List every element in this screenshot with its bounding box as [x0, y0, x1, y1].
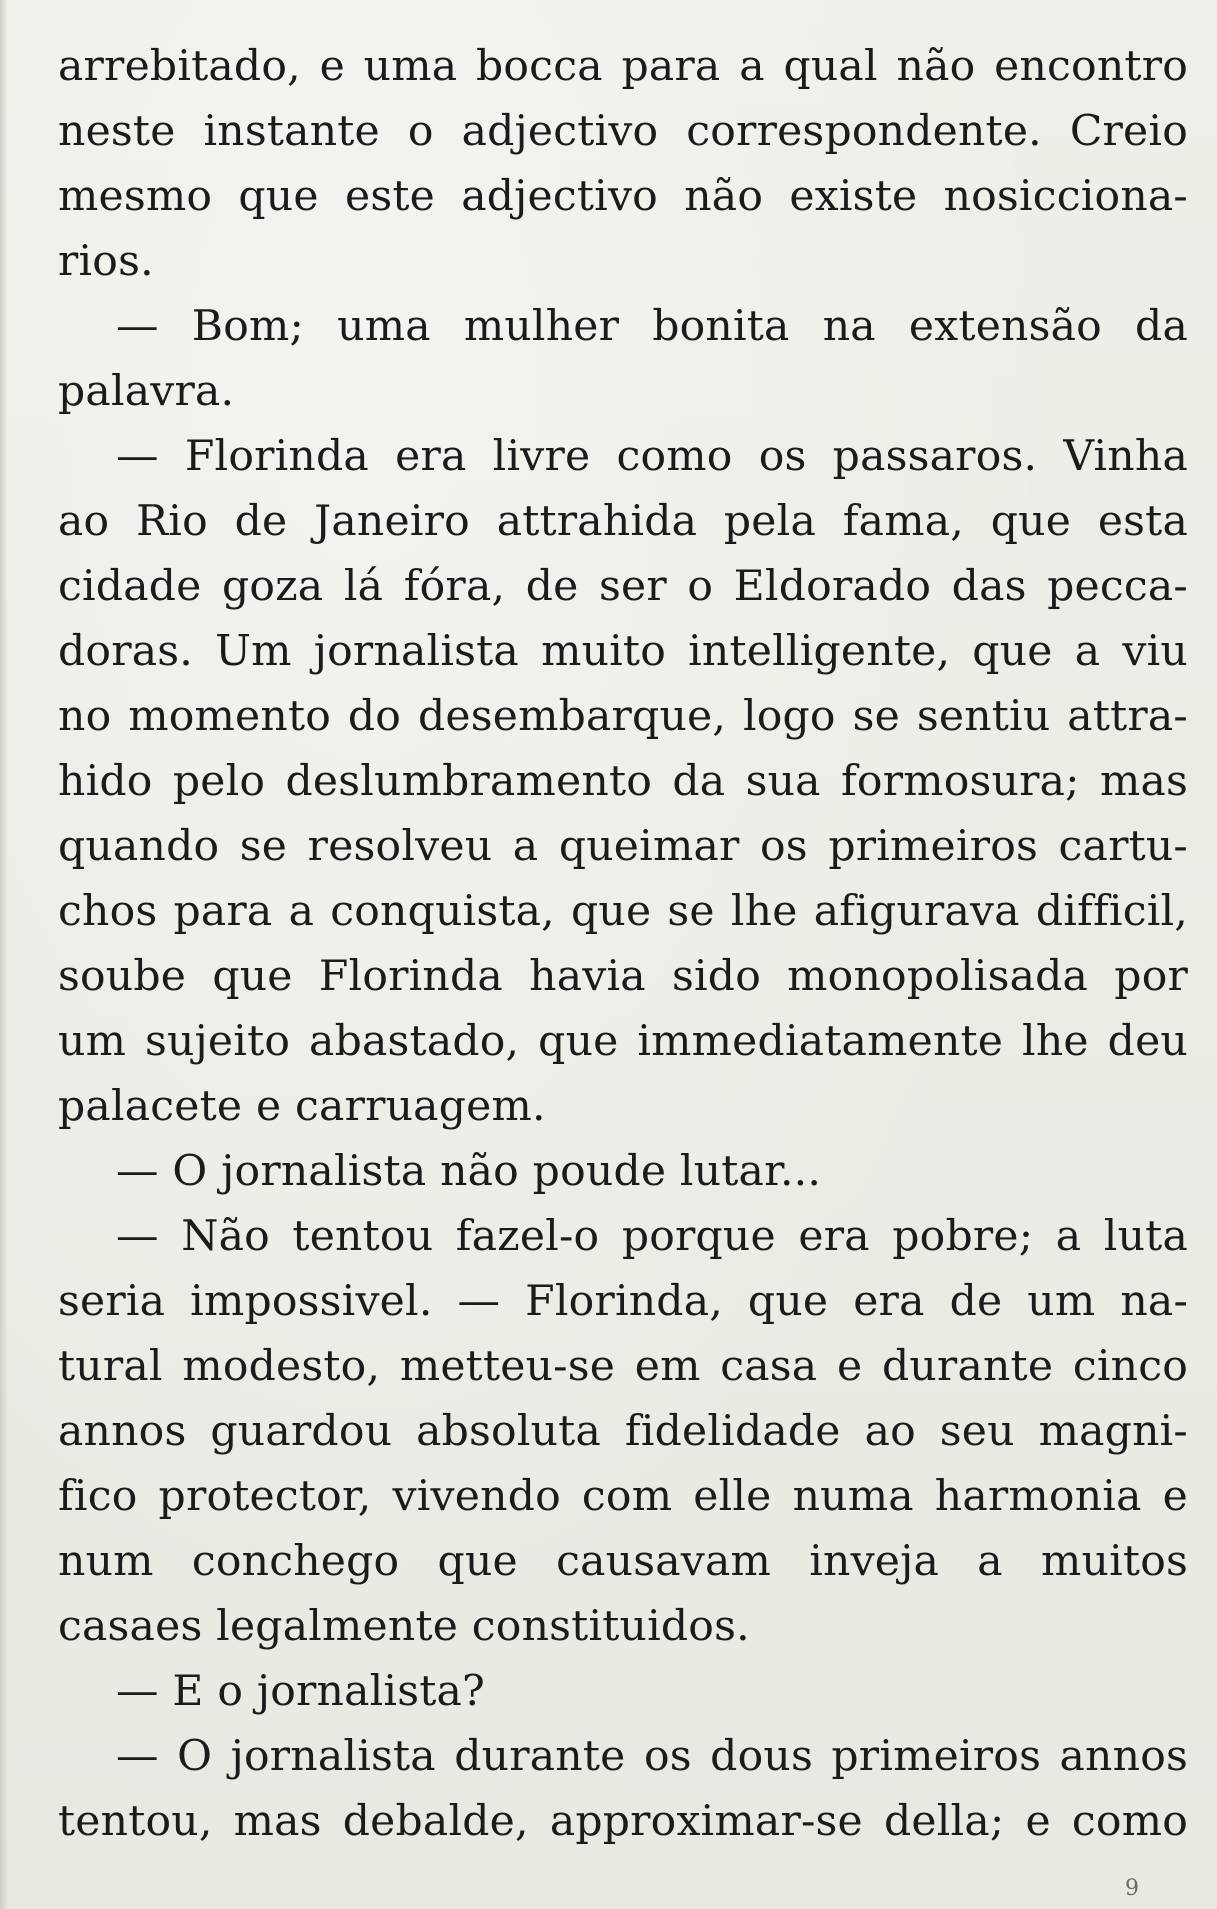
text-line: annos guardou absoluta fidelidade ao seu magni-: [58, 1407, 1188, 1456]
text-line: fico protector, vivendo com elle numa harmonia e: [58, 1472, 1188, 1521]
page-left-edge: [0, 0, 8, 1909]
text-line: rios.: [58, 237, 154, 286]
text-line: neste instante o adjectivo correspondente. Creio: [58, 107, 1188, 156]
text-line: tural modesto, metteu-se em casa e durante cinco: [58, 1342, 1188, 1391]
text-line: no momento do desembarque, logo se sentiu attra-: [58, 692, 1188, 741]
text-line: num conchego que causavam inveja a muitos: [58, 1537, 1188, 1586]
text-line: quando se resolveu a queimar os primeiros cartu-: [58, 822, 1188, 871]
text-line: — Florinda era livre como os passaros. Vinha: [116, 432, 1188, 481]
text-line: ao Rio de Janeiro attrahida pela fama, que esta: [58, 497, 1188, 546]
text-line: — E o jornalista?: [116, 1667, 486, 1716]
text-line: mesmo que este adjectivo não existe nosicciona-: [58, 172, 1188, 221]
text-line: — Não tentou fazel-o porque era pobre; a luta: [116, 1212, 1188, 1261]
text-line: hido pelo deslumbramento da sua formosura; mas: [58, 757, 1188, 806]
document-body: [58, 34, 1188, 1854]
page-number: 9: [1125, 1876, 1139, 1901]
text-line: chos para a conquista, que se lhe afigurava difficil,: [58, 887, 1188, 936]
text-line: palavra.: [58, 367, 235, 416]
text-line: — O jornalista não poude lutar...: [116, 1147, 822, 1196]
text-line: arrebitado, e uma bocca para a qual não encontro: [58, 42, 1188, 91]
text-line: tentou, mas debalde, approximar-se della; e como: [58, 1797, 1188, 1846]
text-line: casaes legalmente constituidos.: [58, 1602, 750, 1651]
text-line: soube que Florinda havia sido monopolisada por: [58, 952, 1188, 1001]
text-line: palacete e carruagem.: [58, 1082, 546, 1131]
text-line: cidade goza lá fóra, de ser o Eldorado das pecca-: [58, 562, 1188, 611]
text-line: doras. Um jornalista muito intelligente, que a viu: [58, 627, 1188, 676]
text-line: — Bom; uma mulher bonita na extensão da: [116, 302, 1188, 351]
text-line: um sujeito abastado, que immediatamente lhe deu: [58, 1017, 1188, 1066]
text-line: seria impossivel. — Florinda, que era de um na-: [58, 1277, 1188, 1326]
text-line: — O jornalista durante os dous primeiros annos: [116, 1732, 1188, 1781]
